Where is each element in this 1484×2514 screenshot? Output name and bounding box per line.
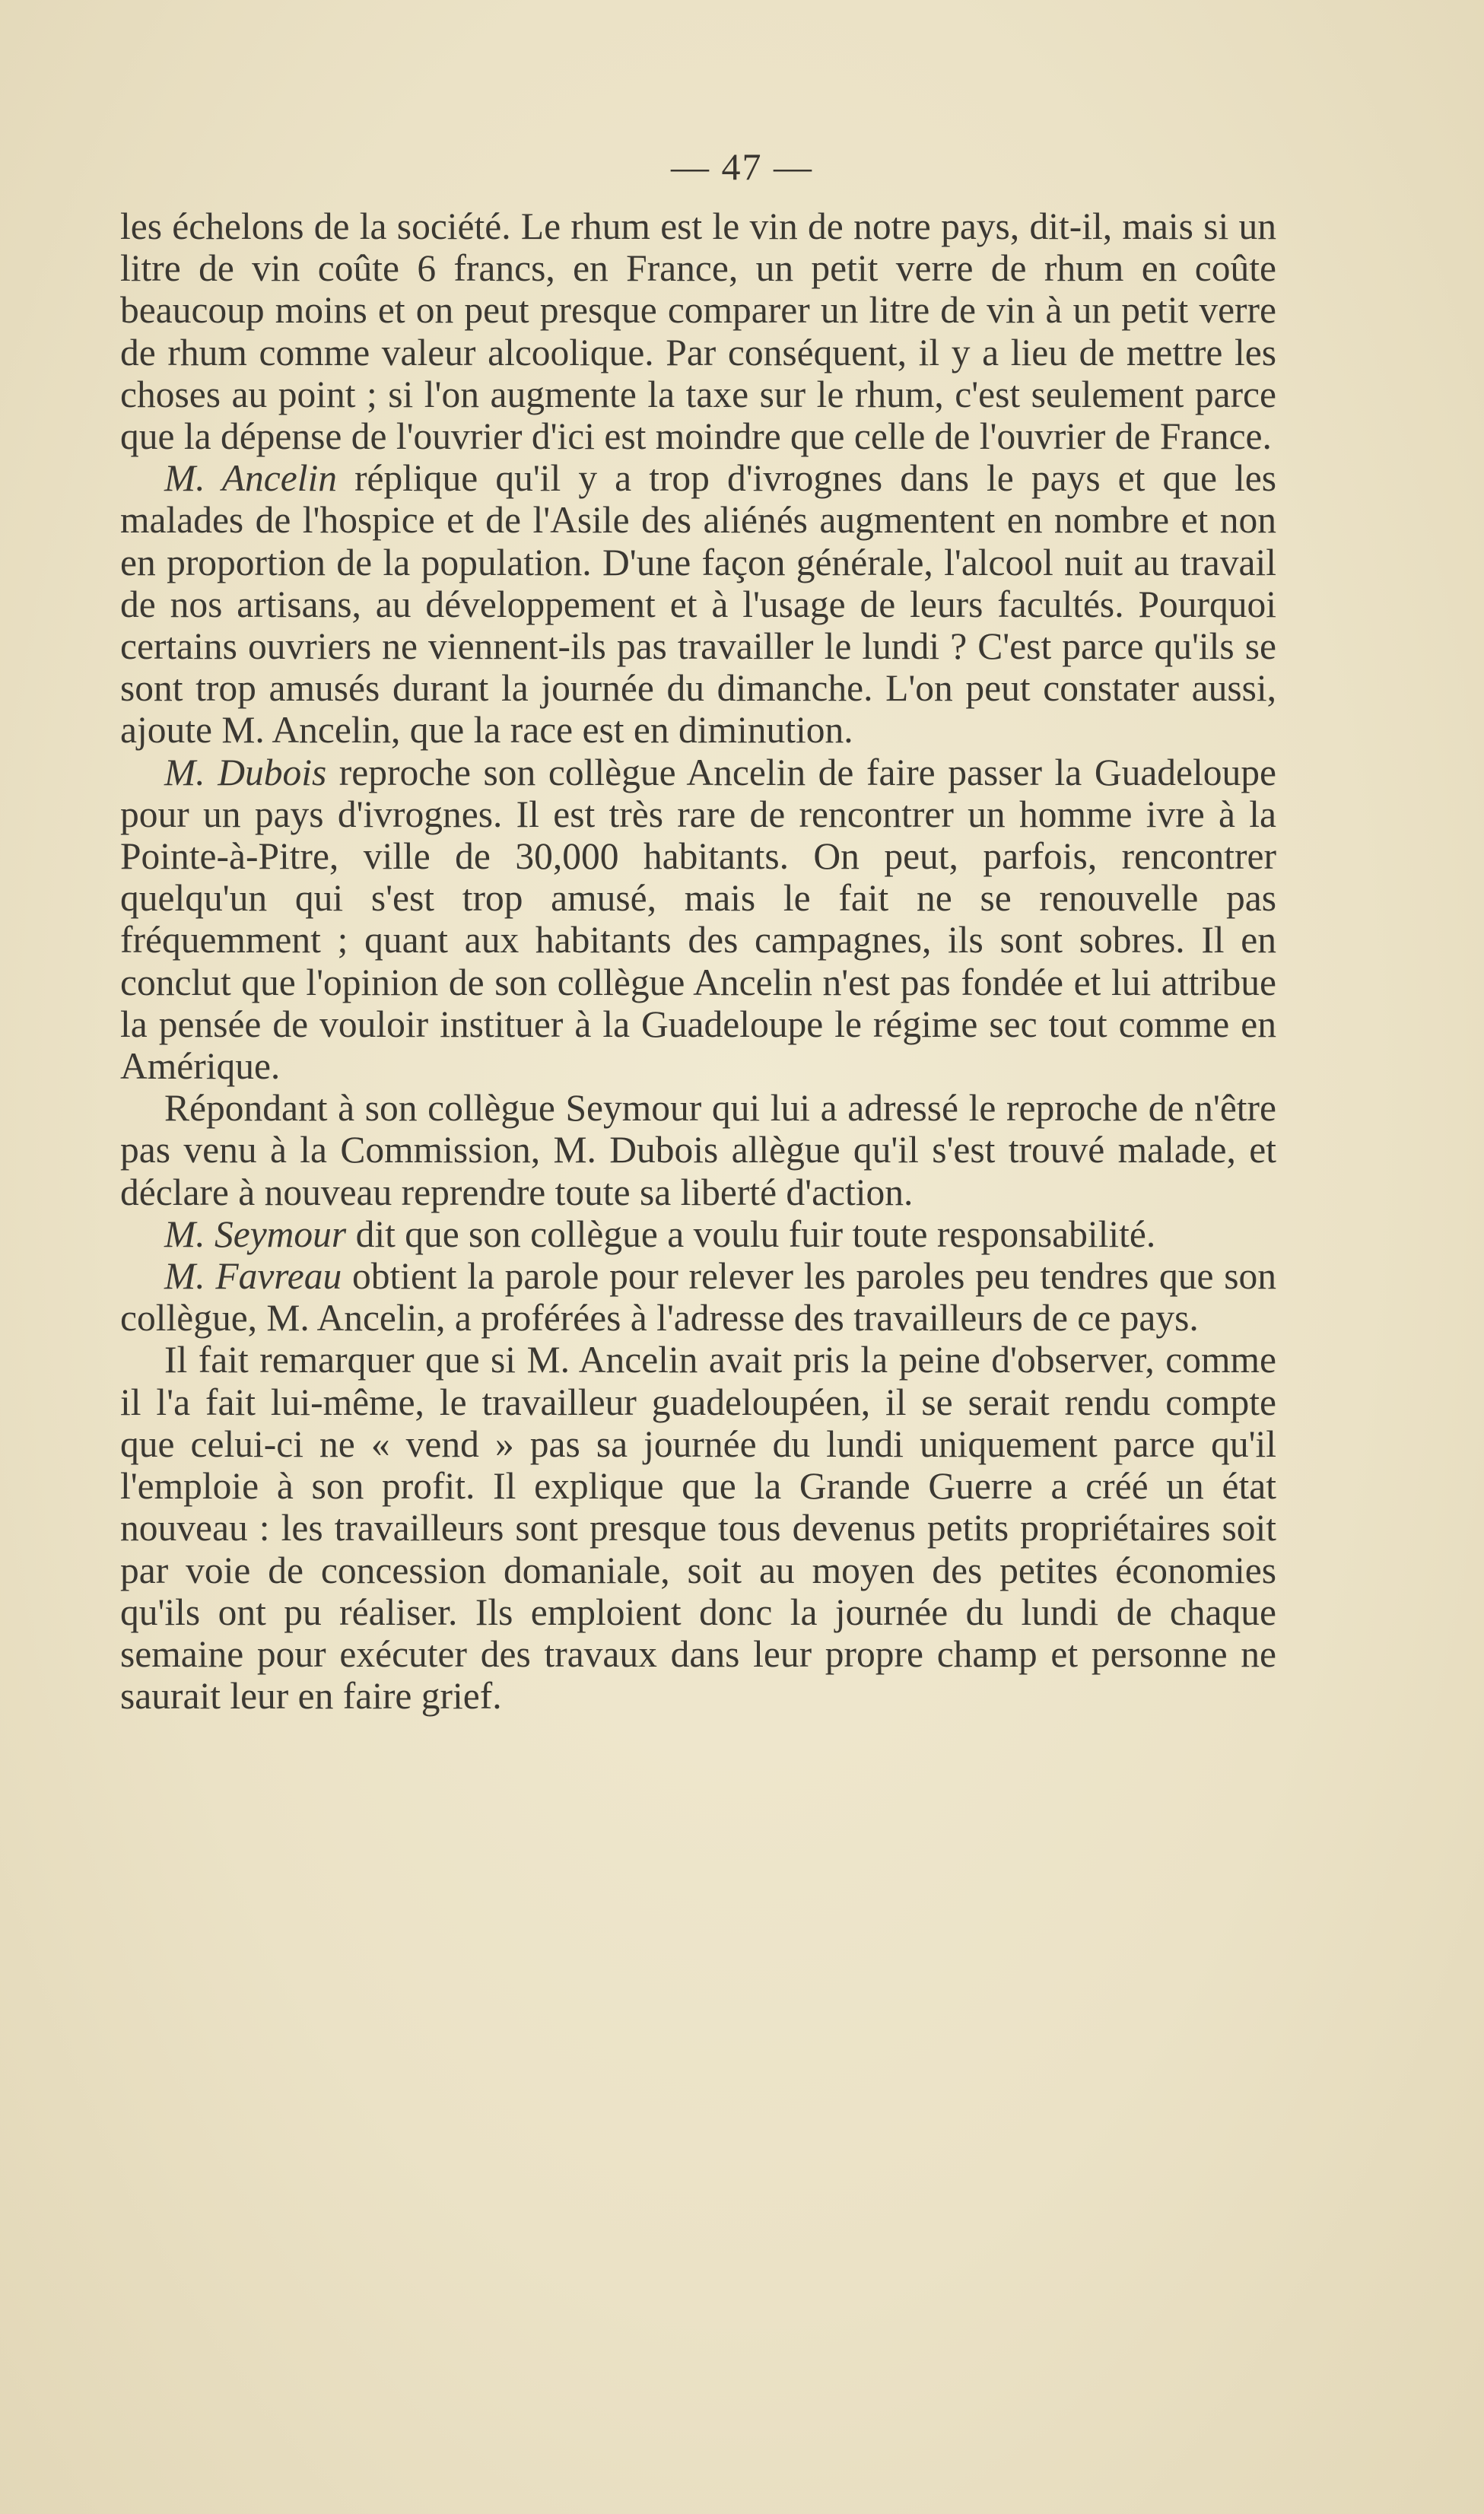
paragraph [120, 752, 1276, 1088]
speaker-name: M. Dubois [164, 751, 327, 793]
paragraph-text: les échelons de la société. Le rhum est le vin de notre pays, dit-il, mais si un litre de vin coûte 6 francs, en France, un petit verre de rhum en coûte beaucoup moins et on peut presque comparer un litre de vin à un petit verre de rhum comme valeur alcoolique. Par conséquent, il y a lieu de mettre les choses au point ; si l'on augmente la taxe sur le rhum, c'est seulement parce que la dépense de l'ouvrier d'ici est moindre que celle de l'ouvrier de France. [120, 205, 1276, 458]
paragraph-text: obtient la parole pour relever les paroles peu tendres que son collègue, M. Ancelin, a proférées à l'adresse des travailleurs de ce pays. [120, 1255, 1276, 1340]
paragraph [120, 1087, 1276, 1213]
page-number: — 47 — [671, 145, 813, 188]
paragraph-text: Répondant à son collègue Seymour qui lui a adressé le reproche de n'être pas venu à la Commission, M. Dubois allègue qu'il s'est trouvé malade, et déclare à nouveau reprendre toute sa liberté d'action. [120, 1087, 1276, 1213]
paragraph-text: réplique qu'il y a trop d'ivrognes dans le pays et que les malades de l'hospice et de l'Asile des aliénés augmentent en nombre et non en proportion de la population. D'une façon générale, l'alcool nuit au travail de nos artisans, au développement et à l'usage de leurs facultés. Pourquoi certains ouvriers ne viennent-ils pas travailler le lundi ? C'est parce qu'ils se sont trop amusés durant la journée du dimanche. L'on peut constater aussi, ajoute M. Ancelin, que la race est en diminution. [120, 457, 1276, 752]
paragraph-text: Il fait remarquer que si M. Ancelin avait pris la peine d'observer, comme il l'a fait lui-même, le travailleur guadeloupéen, il se serait rendu compte que celui-ci ne « vend » pas sa journée du lundi uniquement parce qu'il l'emploie à son profit. Il explique que la Grande Guerre a créé un état nouveau : les travailleurs sont presque tous devenus petits propriétaires soit par voie de concession domaniale, soit au moyen des petites économies qu'ils ont pu réaliser. Ils emploient donc la journée du lundi de chaque semaine pour exécuter des travaux dans leur propre champ et personne ne saurait leur en faire grief. [120, 1339, 1276, 1718]
speaker-name: M. Ancelin [164, 457, 337, 500]
paragraph [120, 1339, 1276, 1717]
paragraph-text: dit que son collègue a voulu fuir toute responsabilité. [346, 1213, 1156, 1255]
paragraph [120, 1213, 1276, 1255]
paragraph-text: reproche son collègue Ancelin de faire passer la Guadeloupe pour un pays d'ivrognes. Il est très rare de rencontrer un homme ivre à la Pointe-à-Pitre, ville de 30,000 habitants. On peut, parfois, rencontrer quelqu'un qui s'est trop amusé, mais le fait ne se renouvelle pas fréquemment ; quant aux habitants des campagnes, ils sont sobres. Il en conclut que l'opinion de son collègue Ancelin n'est pas fondée et lui attribue la pensée de vouloir instituer à la Guadeloupe le régime sec tout comme en Amérique. [120, 751, 1276, 1088]
paragraph [120, 1255, 1276, 1339]
speaker-name: M. Favreau [164, 1255, 342, 1298]
paragraph [120, 205, 1276, 457]
speaker-name: M. Seymour [164, 1213, 347, 1255]
body-text [120, 205, 1276, 1717]
paragraph [120, 457, 1276, 751]
